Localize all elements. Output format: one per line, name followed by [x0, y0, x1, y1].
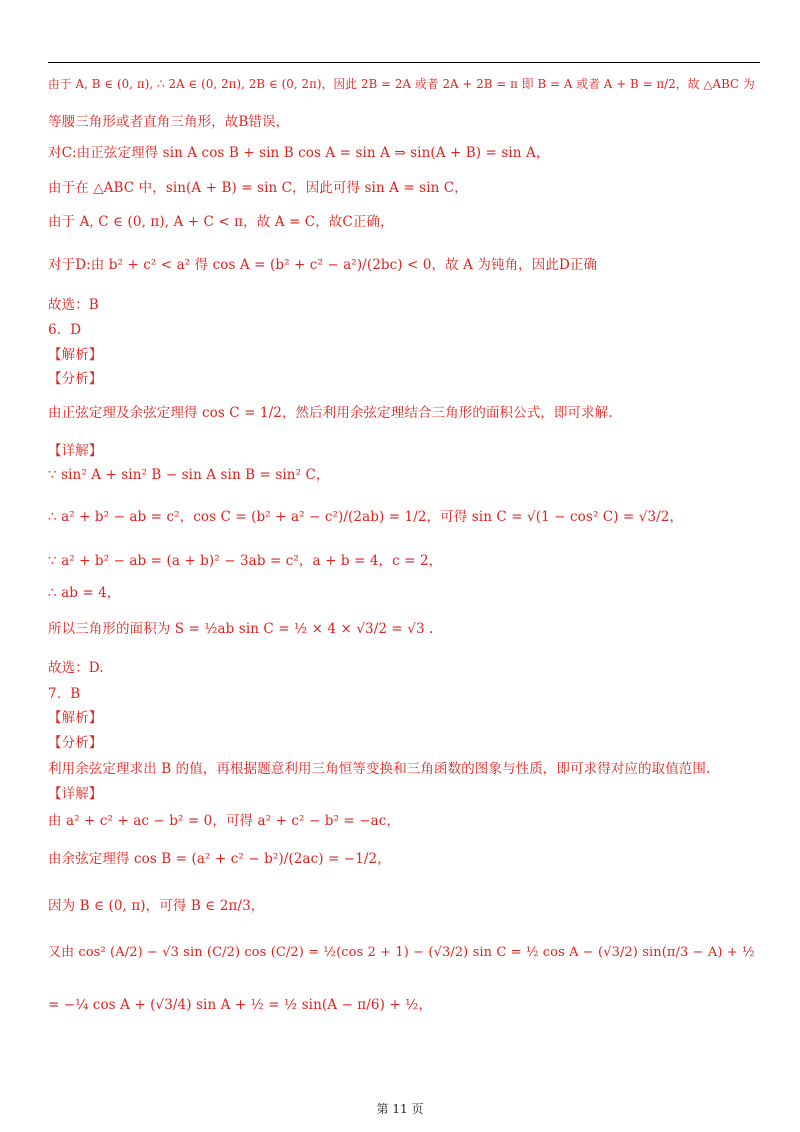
- header-rule: [48, 62, 760, 63]
- text-line: 利用余弦定理求出 B 的值，再根据题意利用三角恒等变换和三角函数的图象与性质，即可求得对应的取值范围.: [48, 761, 711, 777]
- text-line: 所以三角形的面积为 S = ½ab sin C = ½ × 4 × √3/2 = √3 .: [48, 621, 434, 637]
- text-line: 由余弦定理得 cos B = (a² + c² − b²)/(2ac) = −1/2，: [48, 851, 391, 867]
- text-line: 故选：D.: [48, 660, 104, 676]
- section-heading: 【解析】: [48, 347, 103, 363]
- text-line: 6．D: [48, 322, 82, 338]
- text-line: 等腰三角形或者直角三角形，故B错误，: [48, 114, 290, 130]
- text-line: ∴ ab = 4，: [48, 585, 121, 601]
- text-line: 由于在 △ABC 中，sin(A + B) = sin C，因此可得 sin A = sin C，: [48, 180, 468, 196]
- text-line: 由 a² + c² + ac − b² = 0，可得 a² + c² − b² = −ac，: [48, 813, 401, 829]
- text-line: 对C:由正弦定理得 sin A cos B + sin B cos A = sin A ⇒ sin(A + B) = sin A，: [48, 145, 550, 161]
- text-line: 由正弦定理及余弦定理得 cos C = 1/2，然后利用余弦定理结合三角形的面积公式，即可求解.: [48, 405, 613, 421]
- text-line: ∴ a² + b² − ab = c²，cos C = (b² + a² − c²)/(2ab) = 1/2，可得 sin C = √(1 − cos² C) = √3/2，: [48, 509, 684, 525]
- section-heading: 【详解】: [48, 443, 103, 459]
- text-line: ∵ a² + b² − ab = (a + b)² − 3ab = c²，a + b = 4，c = 2，: [48, 553, 443, 569]
- section-heading: 【详解】: [48, 786, 103, 802]
- section-heading: 【分析】: [48, 371, 103, 387]
- section-heading: 【分析】: [48, 735, 103, 751]
- text-line: 由于 A, C ∈ (0, π), A + C < π，故 A = C，故C正确，: [48, 214, 394, 230]
- text-line: 对于D:由 b² + c² < a² 得 cos A = (b² + c² − a²)/(2bc) < 0，故 A 为钝角，因此D正确: [48, 257, 598, 273]
- text-line: 7．B: [48, 686, 81, 702]
- text-line: ∵ sin² A + sin² B − sin A sin B = sin² C，: [48, 467, 330, 483]
- text-line: = −¼ cos A + (√3/4) sin A + ½ = ½ sin(A − π/6) + ½，: [48, 997, 432, 1013]
- page-number: 第 11 页: [376, 1102, 424, 1116]
- text-line: 故选：B: [48, 297, 99, 313]
- section-heading: 【解析】: [48, 710, 103, 726]
- text-line: 又由 cos² (A/2) − √3 sin (C/2) cos (C/2) = ½(cos 2 + 1) − (√3/2) sin C = ½ cos A − (√3/2) sin(π/3 − A) + ½: [48, 945, 755, 960]
- text-line: 因为 B ∈ (0, π)，可得 B ∈ 2π/3，: [48, 898, 265, 914]
- text-line: 由于 A, B ∈ (0, π), ∴ 2A ∈ (0, 2π), 2B ∈ (0, 2π)，因此 2B = 2A 或者 2A + 2B = π 即 B = A 或者 A + B = π/2，故 △ABC 为: [48, 77, 755, 91]
